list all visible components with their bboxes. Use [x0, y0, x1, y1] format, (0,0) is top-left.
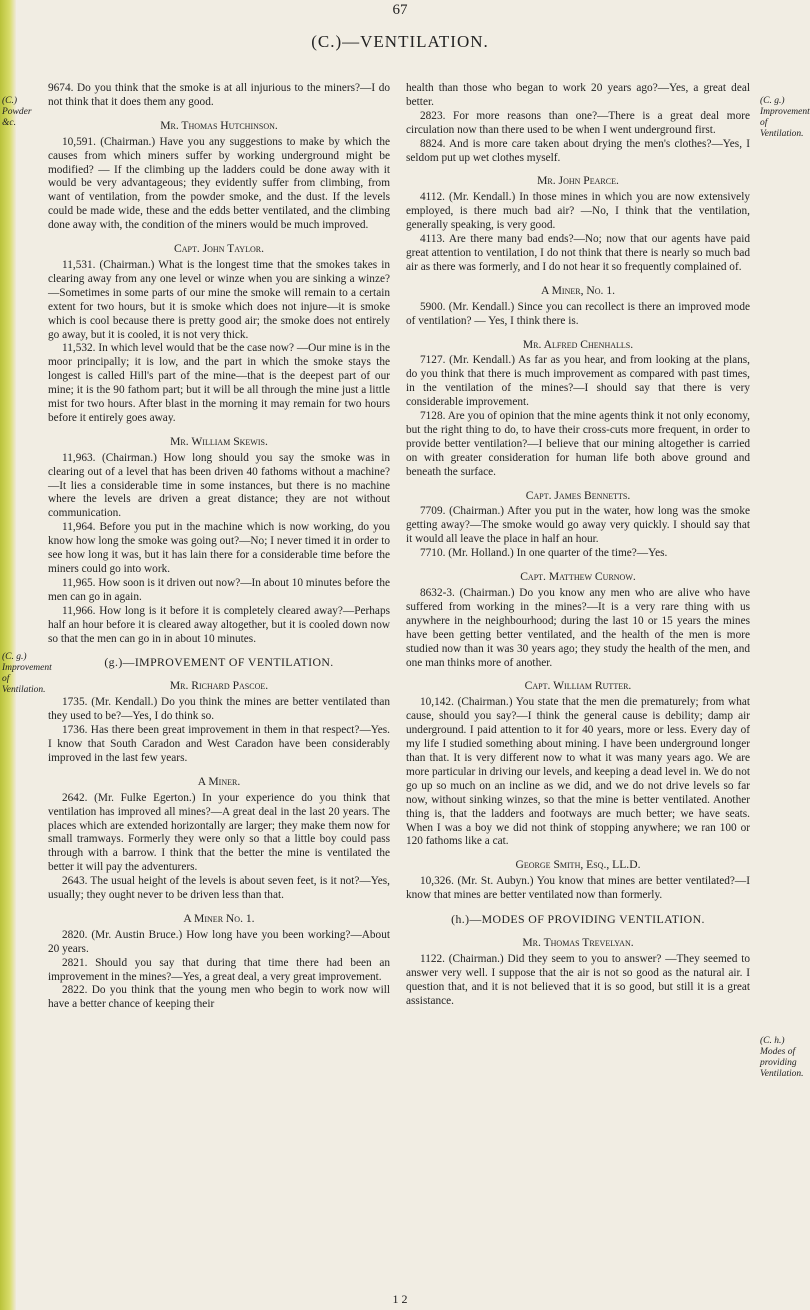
paragraph: 2822. Do you think that the young men who begin to work now will have a better chance of keeping their — [48, 984, 390, 1011]
paragraph: 4112. (Mr. Kendall.) In those mines in which you are now extensively employed, is there much bad air? —No, I think that the ventilation, generally speaking, is very good. — [406, 191, 750, 232]
page-number: 67 — [392, 2, 408, 18]
margin-note-modes: (C. h.) Modes of providing Ventilation. — [760, 1036, 804, 1079]
paragraph: 1735. (Mr. Kendall.) Do you think the mines are better ventilated than they used to be?—Yes, I do think so. — [48, 696, 390, 723]
paragraph: 11,964. Before you put in the machine which is now working, do you know how long the smoke was going out?—No; I never timed it in order to see how long it was, but it has lain there for a considerable time before the miners could go into work. — [48, 521, 390, 575]
page-title: (C.)—VENTILATION. — [311, 32, 489, 51]
witness-heading: Mr. Thomas Hutchinson. — [160, 118, 278, 132]
margin-note-powder: (C.) Powder &c. — [2, 96, 32, 128]
paragraph: 10,142. (Chairman.) You state that the men die prematurely; from what cause, should you say?—I think the general cause is debility; damp air underground. I paid attention to it for 40 years, more or less. Every day of my life I studied something about mining. I have been underground longer than that. It is very different now to what it was many years ago. We are more particular in driving our levels, and keeping a dead level in. We do not go up so much on an incline as we did, and we do not drive levels so far now, without sinking winzes, so that the mine is better ventilated. Another thing is, that the ladders and footways are much better; we have seats. When I was a boy we did not think of stopping anywhere; we ran 100 or 120 fathoms like a cat. — [406, 696, 750, 848]
paragraph: 1122. (Chairman.) Did they seem to you to answer? —They seemed to answer very well. I suppose that the air is not so good as the natural air. I question that, and it is not believed that it is so good, but still it is a great assistance. — [406, 952, 750, 1007]
signature-mark: 1 2 — [392, 1292, 408, 1306]
section-heading: (h.)—MODES OF PROVIDING VENTILATION. — [451, 912, 705, 927]
paragraph: 7127. (Mr. Kendall.) As far as you hear, and from looking at the plans, do you think that there is much improvement as compared with past times, in the ventilation of the mines?—I should say that there is very considerable improvement. — [406, 354, 750, 409]
paragraph: 11,966. How long is it before it is completely cleared away?—Perhaps half an hour before it is cleared away altogether, but it is cooled down now so that the men can go in in about 10 minutes. — [48, 604, 390, 645]
paragraph: 5900. (Mr. Kendall.) Since you can recollect is there an improved mode of ventilation? — Yes, I think there is. — [406, 300, 750, 327]
witness-heading: A Miner. — [197, 774, 241, 788]
witness-heading: Mr. John Pearce. — [537, 174, 619, 188]
paragraph: 11,531. (Chairman.) What is the longest time that the smokes takes in clearing away from any one level or winze when you are sinking a winze?—Sometimes in some parts of our mine the smoke will remain to a certain extent for two hours, but it is smoke which does not injure—it is smoke which is cool because there is pretty good air; the smoke does not entirely go away, but it is cooled, it is not very thick. — [48, 258, 390, 341]
paragraph: 2642. (Mr. Fulke Egerton.) In your experience do you think that ventilation has improved all mines?—A great deal in the last 20 years. The places which are extended horizontally are larger; they make them now for small tramways. Formerly they were only so that a little boy could pass through with a barrow. I think that the better the mine is ventilated the better it will pay the adventurers. — [48, 791, 390, 874]
paragraph: 9674. Do you think that the smoke is at all injurious to the miners?—I do not think that it does them any good. — [48, 82, 390, 108]
witness-heading: Capt. James Bennetts. — [525, 488, 631, 502]
margin-note-improvement: (C. g.) Improvement of Ventilation. — [2, 652, 52, 695]
witness-heading: Capt. John Taylor. — [174, 242, 264, 256]
paragraph: 8632-3. (Chairman.) Do you know any men who are alive who have suffered from working in the mines?—It is a very rare thing with us anywhere in the neighbourhood; during the last 10 or 15 years the mines have been getting better ventilated, and the health of the men is more studied now than it was 30 years ago; they study the health of the men, and one man thinks more of another. — [406, 587, 750, 669]
witness-heading: George Smith, Esq., LL.D. — [515, 858, 641, 872]
paragraph: 7128. Are you of opinion that the mine agents think it not only economy, but the right thing to do, to have their cross-cuts more frequent, in order to provide better ventilation?—I believe that our mining altogether is carried on with greater consideration for human life both above ground and beneath the surface. — [406, 410, 750, 478]
witness-heading: Capt. Matthew Curnow. — [520, 570, 636, 584]
paragraph: 4113. Are there many bad ends?—No; now that our agents have paid great attention to ventilation, I do not think that there is nearly so much bad air as there was formerly, and I do not hear it so frequently complained of. — [406, 233, 750, 273]
paragraph: 7709. (Chairman.) After you put in the water, how long was the smoke getting away?—The smoke would go away very quickly. I should say that it would all leave the place in half an hour. — [406, 505, 750, 546]
witness-heading: Mr. Alfred Chenhalls. — [522, 337, 634, 351]
witness-heading: Mr. William Skewis. — [170, 434, 268, 448]
paragraph: 10,591. (Chairman.) Have you any suggestions to make by which the causes from which miners suffer by working underground might be modified? — If the climbing up the ladders could be done away with it would be very advantageous; they evidently suffer from climbing, from want of ventilation, from the powder smoke, and the dust. If the levels could be made wide, these and the edds better ventilated, and the climbing done away with, the condition of the miners would be much improved. — [48, 135, 390, 232]
paragraph: 2821. Should you say that during that time there had been an improvement in the mines?—Yes, a great deal, a very great improvement. — [48, 956, 390, 983]
paragraph: 7710. (Mr. Holland.) In one quarter of the time?—Yes. — [420, 547, 668, 560]
witness-heading: A Miner, No. 1. — [540, 283, 616, 297]
paragraph: 11,965. How soon is it driven out now?—In about 10 minutes before the men can go in again. — [48, 576, 390, 603]
left-column — [48, 82, 390, 1012]
paragraph: 11,963. (Chairman.) How long should you say the smoke was in clearing out of a level that has been driven 40 fathoms without a machine?—It lies a considerable time in some instances, but there is no machine where the levels are driven a great distance; they are not without communication. — [48, 451, 390, 520]
paragraph: health than those who began to work 20 years ago?—Yes, a great deal better. — [406, 82, 750, 108]
witness-heading: Mr. Thomas Trevelyan. — [522, 935, 634, 949]
paragraph: 11,532. In which level would that be the case now? —Our mine is in the moor principally; it is low, and the part in which the smoke stays the longest is called Hill's part of the mine—that is the deepest part of our mine; it is the 90 fathom part; but it will be all through the mine just a little mist for two hours. After blast in the morning it may remain for two hours before it entirely goes away. — [48, 342, 390, 424]
paragraph: 2820. (Mr. Austin Bruce.) How long have you been working?—About 20 years. — [48, 928, 390, 955]
margin-note-improvement-right: (C. g.) Improvement of Ventilation. — [760, 96, 810, 139]
right-column — [406, 82, 750, 1008]
witness-heading: Mr. Richard Pascoe. — [169, 679, 269, 693]
section-heading: (g.)—IMPROVEMENT OF VENTILATION. — [104, 655, 334, 670]
witness-heading: Capt. William Rutter. — [524, 679, 632, 693]
paragraph: 2643. The usual height of the levels is about seven feet, is it not?—Yes, usually; they ought never to be driven less than that. — [48, 875, 390, 902]
paragraph: 2823. For more reasons than one?—There is a great deal more circulation now than there used to be when I went underground first. — [406, 109, 750, 136]
witness-heading: A Miner No. 1. — [183, 911, 255, 925]
paragraph: 8824. And is more care taken about drying the men's clothes?—Yes, I seldom put up wet clothes myself. — [406, 137, 750, 164]
paragraph: 10,326. (Mr. St. Aubyn.) You know that mines are better ventilated?—I know that mines are better ventilated now than formerly. — [406, 875, 750, 902]
paragraph: 1736. Has there been great improvement in them in that respect?—Yes. I know that South Caradon and West Caradon have been considerably improved in the last few years. — [48, 724, 390, 764]
